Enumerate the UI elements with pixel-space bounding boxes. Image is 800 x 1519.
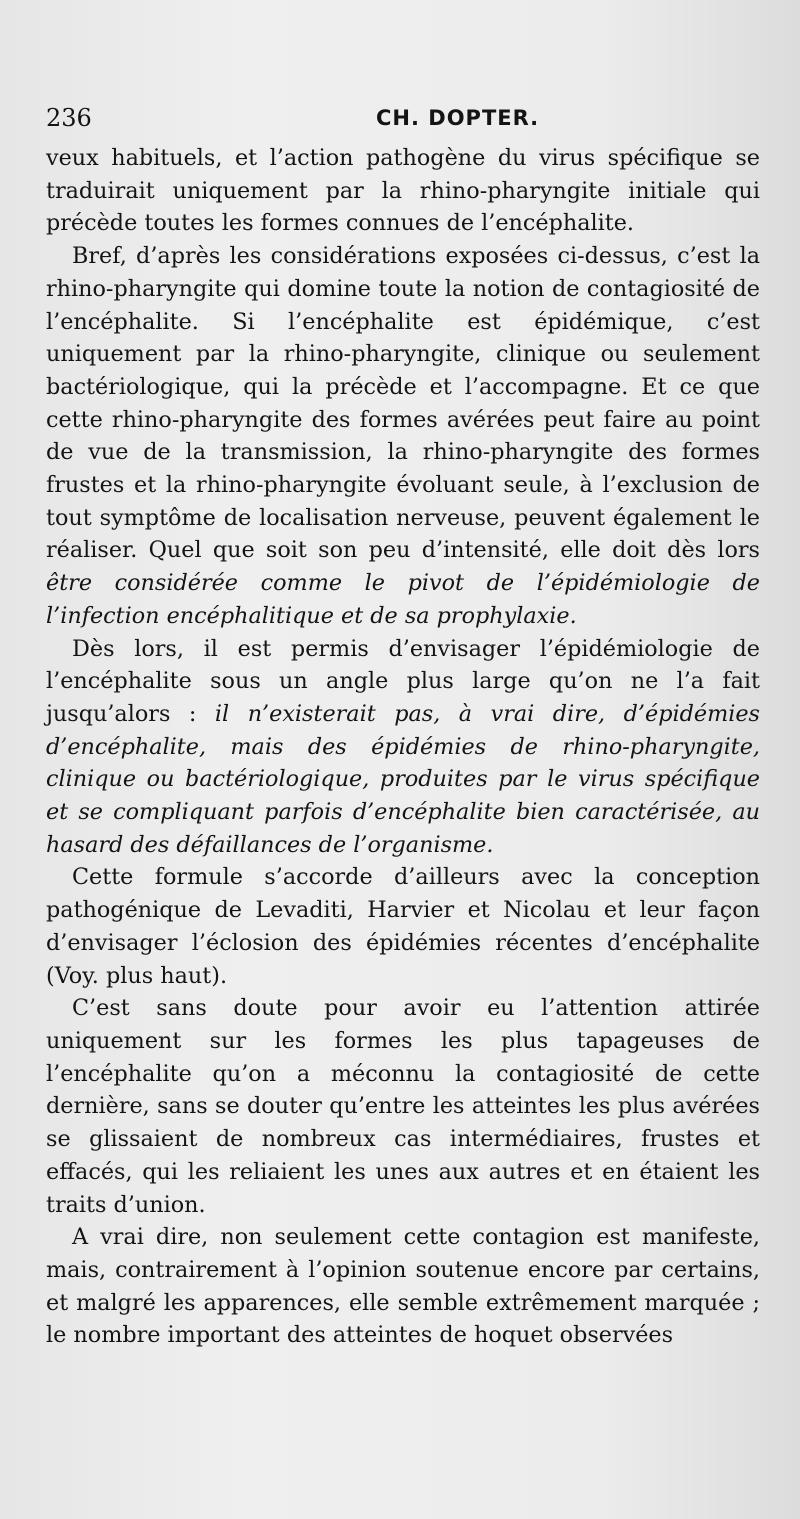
text-segment: Cette formule s’accorde d’ailleurs avec la conception pathogénique de Levaditi, Harvier et Nicolau et leur façon d’envisager l’éclosion des épidémies récentes d’encéphalite (Voy. plus haut).: [46, 864, 760, 989]
page-header: [46, 104, 756, 136]
body-text: [46, 142, 760, 1352]
running-head: CH. DOPTER.: [376, 106, 540, 130]
text-segment: Dès lors, il est permis d’envisager l’épidémiologie de l’encéphalite sous un angle plus large qu’on ne l’a fait jusqu’alors :: [46, 635, 760, 727]
text-segment: A vrai dire, non seulement cette contagion est manifeste, mais, contrairement à l’opinion soutenue encore par certains, et malgré les apparences, elle semble extrêmement marquée ; le nombre important des atteintes de hoquet observées: [46, 1224, 760, 1349]
italic-segment: il n’existerait pas, à vrai dire, d’épidémies d’encéphalite, mais des épidémies de rhino-pharyngite, clinique ou bactériologique, produites par le virus spécifique et se compliquant parfois d’encéphalite bien caractérisée, au hasard des défaillances de l’organisme.: [46, 700, 760, 858]
italic-segment: être considérée comme le pivot de l’épidémiologie de l’infection encéphalitique et de sa prophylaxie.: [46, 570, 760, 629]
paragraph-5: [46, 992, 760, 1221]
paragraph-4: [46, 861, 760, 992]
page-number: 236: [46, 104, 92, 132]
paragraph-3: [46, 633, 760, 862]
paragraph-2: [46, 240, 760, 632]
paragraph-1: [46, 142, 760, 240]
paragraph-6: [46, 1221, 760, 1352]
text-segment: Bref, d’après les considérations exposées ci-dessus, c’est la rhino-pharyngite qui domine toute la notion de contagiosité de l’encéphalite. Si l’encéphalite est épidémique, c’est uniquement par la rhino-pharyngite, clinique ou seulement bactériologique, qui la précède et l’accompagne. Et ce que cette rhino-pharyngite des formes avérées peut faire au point de vue de la transmission, la rhino-pharyngite des formes frustes et la rhino-pharyngite évoluant seule, à l’exclusion de tout symptôme de localisation nerveuse, peuvent également le réaliser. Quel que soit son peu d’intensité, elle doit dès lors: [46, 243, 760, 564]
text-segment: veux habituels, et l’action pathogène du virus spécifique se traduirait uniquement par la rhino-pharyngite initiale qui précède toutes les formes connues de l’encéphalite.: [46, 145, 760, 237]
text-segment: C’est sans doute pour avoir eu l’attention attirée uniquement sur les formes les plus tapageuses de l’encéphalite qu’on a méconnu la contagiosité de cette dernière, sans se douter qu’entre les atteintes les plus avérées se glissaient de nombreux cas intermédiaires, frustes et effacés, qui les reliaient les unes aux autres et en étaient les traits d’union.: [46, 995, 760, 1218]
